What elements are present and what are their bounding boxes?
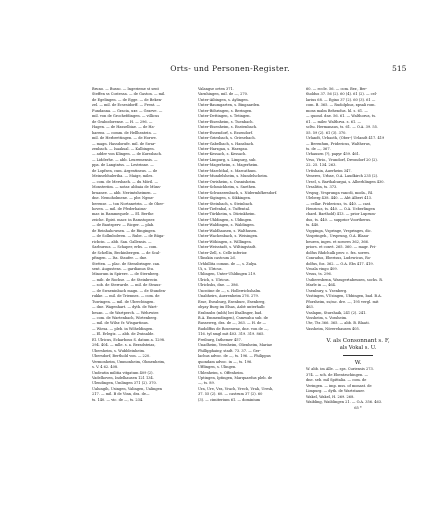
register-entry-line: — mil. de Wilsr. fr. Wisgartinus.: [92, 321, 149, 326]
register-entry-line: 116. tyl smgl mit 403. 319. 319. 865.: [198, 332, 265, 337]
register-entry-line: zeiche. Epist. macr. in Ramstopser.: [92, 217, 156, 222]
register-entry-line: Unter-Marchthal, s. Marcathum.: [198, 168, 257, 173]
register-entry-line: rukke. — mil. de Triennes. — com. de: [92, 294, 160, 299]
register-entry-line: — magn. Hassdorufe. mil. de Swar-: [92, 141, 156, 146]
register-entry-line: de Lopfsen, cum. Argentineus. — de: [92, 168, 158, 173]
register-entry-line: zel. — mil. de Ecsesidorff. — Frent. —: [92, 103, 161, 108]
register-entry-line: Ursalitin, ts. 373.: [306, 185, 338, 190]
register-entry-line: Conradus, Eberisus, Ludewicus, Ro-: [306, 256, 372, 261]
register-entry-line: dus, ts. 440. — supprior Voortherus.: [306, 217, 372, 222]
register-entry-line: Ute, Ttz 366. 365. — abb. B. Blaati.: [306, 321, 370, 326]
register-entry-line: Ursel, s. Barthaburgai, s. Alberhlingen 430.: [306, 179, 385, 184]
section-subheading: als Vokal s. U.: [339, 345, 377, 352]
register-entry-line: Unter-Zell, s. Celle inferior.: [198, 250, 248, 255]
register-entry-line: Undeutin militia vitgatum 409 (2).: [92, 370, 154, 375]
register-entry-line: El. Ulricus, Eckarbous S. datum a. 1298.: [92, 337, 166, 342]
register-entry-line: B.A. Emmendingen), Csmwahu sub. de: [198, 316, 268, 321]
section-heading: V. als Consonnant s. F,: [326, 338, 390, 345]
register-entry-line: Vermonheim, Ummonheim, Ohmenheim,: [92, 359, 166, 364]
register-entry-line: Unter-Limpurg, s. Limpurg, sub.: [198, 157, 257, 162]
register-entry-line: ppa. de Langintss. — Lestrinne. —: [92, 163, 154, 168]
register-entry-line: Erabnubs (mbh) bei Ifsalbsger, bad.: [198, 310, 263, 315]
register-entry-line: priors. et convt. 265. 360. — magr. Fri-: [306, 245, 377, 250]
register-entry-line: pfingen. — Ita. Staufer. — dne.: [92, 256, 148, 261]
register-entry-line: Bruno. — Busso. — Ingerieme st sent: [92, 87, 159, 91]
register-entry-line: — cellar. Fridericus, ts. 440. — cast.: [306, 201, 372, 206]
register-entry-line: Unter-Magerheim, s. Magerheim.: [198, 163, 259, 168]
register-entry-line: Varnhingen, mil. de —, 270.: [198, 92, 249, 97]
register-entry-line: Unter-Weisstadt, s. Wiltingstadt.: [198, 245, 257, 250]
register-entry-line: — quond. dne. 56. 61. — Walthorus, ts.: [306, 114, 377, 119]
register-entry-line: Unter-Schwarzenbach, s. Nidermhfkwsdorf.: [198, 190, 278, 195]
register-entry-line: Unter-Mundelsheim, s. Mundelscheim.: [198, 174, 268, 179]
register-entry-line: Vadelhoven, Indelhausen 121 134.: [92, 376, 154, 381]
register-entry-line: Sarbursus. — Schaper, erbs. — com.: [92, 245, 158, 250]
register-entry-line: Unter-Kessach, s. Kessach.: [198, 152, 247, 157]
register-entry-line: Unter-Harzgau, s. Harzgau.: [198, 146, 249, 151]
register-entry-line: ohyay Burg im Elsas, Asbè unterhalb: [198, 305, 265, 310]
register-entry-line: 55. 59 (2). 61 (3). 370.: [306, 130, 347, 135]
register-entry-line: Pforzheim, ss/mc. dre. —, 195 vergl. mit: [306, 299, 379, 304]
register-column-3: [306, 87, 410, 411]
register-entry-line: Uptingen, Iptingen, Marquardus pleb. de: [198, 376, 273, 381]
register-entry-line: lachus advoc. de —, ts. 196. — Philippus: [198, 354, 271, 359]
register-entry-line: Vroala vingo 409.: [306, 266, 338, 271]
register-entry-line: Hagen. — de Hasselbiae. — de Ha-: [92, 125, 155, 130]
register-entry-line: Vrso, Ytrio., Vrundorf, Drrondorf 20 (2).: [306, 157, 378, 162]
register-entry-line: Veneres, Urbae, O.A. Laudkirch 235 (2).: [306, 174, 379, 179]
register-entry-line: Usdieresbenn, Wassgertabeusen, sochs. R.: [306, 277, 384, 282]
page-number: 515: [392, 64, 407, 73]
register-entry-line: Unter-Gabelbach, s. Hansbach.: [198, 141, 255, 146]
register-entry-line: Unter-Böhringen, s. Beringen.: [198, 108, 253, 113]
register-entry-line: Unter-Sigingen, s. Sikkingen.: [198, 196, 251, 201]
register-entry-line: ts. 440.: [306, 223, 320, 228]
register-entry-line: 463.: [306, 305, 314, 310]
register-entry-line: — de Bautsperv. — Ricger. — plab.: [92, 223, 155, 228]
register-entry-line: hoven. — mil. de Pfederhaims-: [92, 206, 147, 211]
register-entry-line: Monsteriim. — notar. abbaia de Müns-: [92, 185, 162, 190]
register-entry-line: 60. — eccle. 56. — com. Ber., Ber-: [306, 87, 368, 91]
register-entry-line: Vassheim, Nörerehausen 405.: [306, 326, 360, 331]
register-entry-line: Limpurg. — dyth. de Wartstauer.: [306, 389, 365, 394]
register-entry-line: Unter-Schmichheim, s. Snethen.: [198, 185, 257, 190]
register-entry-line: Veringen. — imp. mss. of monast. de: [306, 383, 372, 388]
register-entry-line: — com. de Wartenbach, Wirtenberg.: [92, 316, 158, 321]
register-entry-line: Marle in —, 464.: [306, 283, 337, 288]
running-title: Orts- und Personen-Register.: [170, 64, 290, 73]
register-entry-line: Ürtishain, Auerheim 347.: [306, 168, 352, 173]
register-entry-line: — Berenfum, Fridericus, Waltherus,: [306, 141, 371, 146]
register-entry-line: W. abb. im Alle. — sps. Curiensis 273.: [306, 367, 374, 372]
register-entry-line: quondam advoc. in —, ts. 196.: [198, 359, 253, 364]
register-entry-line: Unabheirs, Auerenheim 276. 279.: [198, 294, 259, 299]
register-entry-line: Ufflingen, s. Ulingen.: [198, 365, 237, 370]
letter-heading: W.: [354, 360, 362, 367]
register-entry-line: 217. — mil. B de Vinn, dra. de—: [92, 392, 150, 397]
register-entry-line: Unter-Türkheim, s. Dürinkheim.: [198, 212, 256, 217]
page-header: [0, 64, 437, 76]
register-entry-line: — de Swaeninbach magn. — de Stunden-: [92, 288, 167, 293]
register-entry-line: tholdus 37. 56 (2). 60 (4). 61 (2). — cel-: [306, 92, 378, 97]
register-entry-line: Meinsebhuleriha. — Maige, miles.: [92, 174, 154, 179]
register-entry-line: bruanee. — abb. Nerimtsheimen. —: [92, 190, 157, 195]
register-entry-line: 37. 55 (2). 60. — castrum 37 (2). 60: [198, 392, 263, 397]
register-entry-line: Vnslapm, Sturshaik, 241 (2). 241.: [306, 310, 367, 315]
register-entry-line: Waibling, Waiblingen 21. — O.A. 356. 463.: [306, 400, 383, 405]
register-entry-line: — El. Erlegiz. — abb. de Zwinalde.: [92, 332, 155, 337]
register-entry-line: 374. — sch. de Ebentzschingen. —: [306, 372, 369, 377]
register-entry-line: Vossheim, s. Vossheim.: [306, 316, 348, 321]
register-entry-line: Unter-Uhldingen, s. Uldingen.: [198, 217, 253, 222]
register-entry-line: Urlandt, Urbaoth, (Ober-) Urlandt 417. 419: [306, 136, 385, 141]
register-entry-line: Stetten. — plac. de Stensbringer. can.: [92, 261, 161, 266]
register-entry-line: mar. in Rammequelr. — El. Berthe: [92, 212, 154, 217]
register-entry-line: Unter-Essendorf, s. Essendorf.: [198, 130, 253, 135]
register-entry-line: dolfus, fos. 362. — O.A. Ebs 417. 419.: [306, 261, 374, 266]
register-entry-line: — Lidderhe. — abb. Leuremensis. —: [92, 157, 158, 162]
register-entry-line: — mib. de Rochse. — de Steinbrecin: [92, 277, 158, 282]
register-entry-line: Vrspsg, Vrsprunga vancdi, moda., RI.: [306, 190, 374, 195]
section-divider: [343, 355, 373, 356]
register-entry-line: — Wiesa. — pleb. in Wöheldingen.: [92, 326, 154, 331]
register-entry-line: — com. de Mersbaeh. — du Möril. —: [92, 179, 159, 184]
register-entry-line: Ulendingen, Umlingen 371 (2). 370.: [92, 381, 157, 386]
register-entry-line: Übersheim, s. Wubbleinheim.: [92, 348, 146, 353]
register-entry-line: Unter-Eisenheim, s. Enstenbach.: [198, 125, 258, 130]
register-entry-line: —, ts. 89.: [198, 381, 215, 386]
register-entry-line: Unter-Dettingen, s. Tetingen.: [198, 114, 251, 119]
register-entry-line: Unter-Tiefenbal, s. Tuffental.: [198, 206, 251, 211]
register-entry-line: Unter-Baumgarten, s. Bingaarden.: [198, 103, 261, 108]
register-entry-line: Vsstingen, VUsingen, Ubbingen, bad. B.A.: [306, 294, 382, 299]
register-entry-line: Urhausen (?), papyr 459. 461.: [306, 152, 361, 157]
register-entry-line: Unter-Owisheim, s. Ousnisheim.: [198, 179, 257, 184]
register-entry-line: de Reinhahcwnen. — de Ringingen.: [92, 228, 157, 233]
register-entry-line: de Egelingen. — de Egge. — de Beken-: [92, 97, 163, 102]
register-entry-line: Henricus, ts. 440. — O.A. Ueberlingen: [306, 206, 375, 211]
register-entry-line: — dne. Wagenhart. — dyth. de Wart-: [92, 305, 158, 310]
register-entry-line: Ura, Ure, Vra, Vrach, Vrech, Vrah, Uresh,: [198, 386, 274, 391]
register-entry-line: Vsppinga, Vspringe, Vrspringes, dic.: [306, 228, 372, 233]
register-column-1: [92, 87, 188, 403]
register-entry-line: scltu. Hermanaus, ts. 61. — O.A. 39. 55.: [306, 125, 379, 130]
register-entry-line: ricbcin. — abb. San. Gallensis. —: [92, 239, 152, 244]
register-entry-line: Ühlingen, Unter-Uhldingen 219.: [198, 272, 257, 277]
register-entry-line: Minorum in Spirere. — de Sternberg.: [92, 272, 160, 277]
register-entry-line: Unter-Griesbach, s. Griesebach.: [198, 136, 256, 141]
register-entry-line: 294. 404. — mlle. s. a. Beradsteias,: [92, 343, 156, 348]
register-entry-line: Rudolffus de Rosenwaz, dne. von de —,: [198, 326, 269, 331]
register-entry-line: Ualungih, Usingen, Valingen, Ualingen: [92, 386, 163, 391]
register-entry-line: — de Sollmbolwen. — Rube. — de Büga-: [92, 234, 165, 239]
register-entry-line: Tuwingen. — mil. de Ubercbingen.: [92, 299, 155, 304]
register-entry-line: Unter-Aibingen, s. Aylingen.: [198, 97, 249, 102]
register-entry-line: Esse, Eseaburg, Esenburc, Esenberg,: [198, 299, 266, 304]
register-entry-line: mil. de Herbrettingen. — de Horwe.: [92, 136, 157, 141]
register-entry-line: Phillipphainy, stadt. 73. 37. — Ger-: [198, 348, 261, 353]
register-entry-line: dne. seb. mil Spittalia. — com. de: [306, 378, 367, 383]
register-entry-line: Unter-Waldhausen, s. Walthusen.: [198, 228, 258, 233]
register-entry-line: Steffen ss Costessa. — de Gaston. — mil.: [92, 92, 166, 97]
signature-mark: 65 *: [354, 405, 362, 410]
register-entry-line: Unter-Eisenheim, s. Tuenbach.: [198, 119, 254, 124]
register-entry-line: Usenbury, s. Ysenberg.: [306, 288, 348, 293]
register-entry-line: sent. Augustens. — gardianus Stu.: [92, 266, 155, 271]
column-3-w-entries: [306, 367, 410, 405]
register-entry-line: Uncntine de —, s. Hollerrichshalm.: [198, 288, 262, 293]
register-entry-line: com. B. 365. — Rudolphus, xpsali rom.: [306, 103, 376, 108]
register-entry-line: Uleberg 438. 440. — Abt Albert 413.: [306, 196, 373, 201]
register-entry-line: Unter-Wöhingen, s. Willingen.: [198, 239, 252, 244]
register-entry-line: besan. — de Wartperch. — Wehrwier.: [92, 310, 159, 315]
register-entry-line: Ulrichshs, dne. — 386.: [198, 283, 239, 288]
register-entry-line: Ui, s. Ulricus.: [198, 266, 223, 271]
register-entry-line: — adder von Klingen. — de Kurssbach.: [92, 152, 163, 157]
register-entry-line: Fundanna. — Gracia, uxr. — Graeve. —: [92, 108, 163, 113]
register-entry-line: (3). — cimiterium 61. — dominium: [198, 397, 261, 402]
register-entry-line: dne. Nemoholmene. — pbr. Ngme-: [92, 196, 155, 201]
register-entry-line: Russeweg, dra. de —, 363. — H. de —: [198, 321, 267, 326]
register-entry-line: Unadheim, Veenheim, Olienheim, Mariae: [198, 343, 273, 348]
register-entry-line: Vrsus, ts. 296.: [306, 272, 332, 277]
register-entry-line: Urhhillita comun. de —, s. Zulya.: [198, 261, 258, 266]
register-column-2: [198, 87, 296, 403]
register-entry-line: — sob. de Sterrarde. — mil. de Straus-: [92, 283, 162, 288]
register-entry-line: ts. de —, 367.: [306, 146, 331, 151]
register-entry-line: Wakel, Wakel, H. 269. 268.: [306, 394, 355, 399]
register-entry-line: 22. 25. 134. 263.: [306, 163, 337, 168]
register-entry-line: Ulinskin castcum 2d.: [198, 256, 236, 261]
register-entry-line: Unter-Steinbach, s. Steinbach.: [198, 201, 254, 206]
column-3-entries: [306, 87, 410, 332]
register-entry-line: s. V. 4 62. 408.: [92, 365, 119, 370]
register-entry-line: Ulrich, s. Ulricus.: [198, 277, 230, 282]
register-entry-line: ts. 140. — vic. de —, ts. 234.: [92, 397, 144, 402]
register-entry-line: zenbach. — Isaaksal. — Kalbingen.: [92, 146, 155, 151]
register-entry-line: Ublenheim, s. Offenheim.: [198, 370, 244, 375]
register-entry-line: harens. — comm. de Hellheatein. —: [92, 130, 157, 135]
register-entry-line: berense. — ton Nortanetrin. — de Ober-: [92, 201, 165, 206]
register-entry-line: Freiburg, Inthemer 457.: [198, 337, 242, 342]
register-entry-line: dolfus Rhdchulk prov. c. fra. sorres.: [306, 250, 371, 255]
register-entry-line: mil. von de Grochefdingen. — villicus: [92, 114, 160, 119]
register-entry-line: Unter-Waldingen, s. Waldingen.: [198, 223, 255, 228]
register-entry-line: beuren, ingrn. et sorores 362, 366.: [306, 239, 370, 244]
register-entry-line: Übersdorf, Berthold von. — 220.: [92, 354, 151, 359]
register-entry-line: 61. — milec Walthrva. s. 61. —: [306, 119, 362, 124]
register-entry-line: Valangse orten 371.: [198, 87, 234, 91]
register-entry-line: chard. Barthold) 413. — prior Luprum-: [306, 212, 376, 217]
register-entry-line: de Schellin, Beckinbergen. — de Scal-: [92, 250, 161, 255]
register-entry-line: Vospringeb., Ursprung, O.A. Blaau-: [306, 234, 370, 239]
register-entry-line: mons malm Behendus. hl. s. 61. —: [306, 108, 368, 113]
register-entry-line: de Grabodorense. — H. — 296. —: [92, 119, 153, 124]
register-entry-line: larius 68. — Egino 37 (2). 60 (3). 61 —: [306, 97, 376, 102]
register-entry-line: Unter-Wachenbach, s. Weisingen.: [198, 234, 259, 239]
